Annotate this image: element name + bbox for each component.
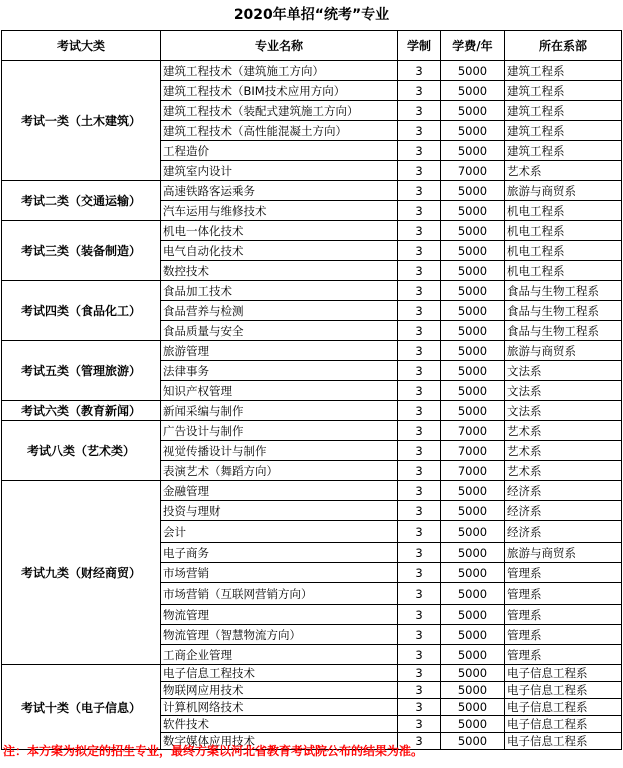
tuition-cell: 5000	[441, 241, 505, 261]
duration-cell: 3	[398, 481, 441, 501]
tuition-cell: 5000	[441, 81, 505, 101]
tuition-cell: 7000	[441, 461, 505, 481]
tuition-cell: 5000	[441, 261, 505, 281]
department-cell: 艺术系	[505, 161, 622, 181]
tuition-cell: 7000	[441, 161, 505, 181]
major-name-cell: 建筑工程技术（BIM技术应用方向）	[161, 81, 398, 101]
duration-cell: 3	[398, 221, 441, 241]
duration-cell: 3	[398, 605, 441, 625]
tuition-cell: 5000	[441, 733, 505, 750]
major-name-cell: 旅游管理	[161, 341, 398, 361]
header-duration: 学制	[398, 31, 441, 61]
tuition-cell: 5000	[441, 665, 505, 682]
duration-cell: 3	[398, 543, 441, 563]
department-cell: 电子信息工程系	[505, 733, 622, 750]
table-row	[2, 421, 622, 441]
footnote: 注：本方案为拟定的招生专业，最终方案以河北省教育考试院公布的结果为准。	[3, 744, 424, 758]
duration-cell: 3	[398, 625, 441, 645]
duration-cell: 3	[398, 261, 441, 281]
duration-cell: 3	[398, 733, 441, 750]
major-name-cell: 数字媒体应用技术	[161, 733, 398, 750]
major-name-cell: 工商企业管理	[161, 645, 398, 665]
duration-cell: 3	[398, 201, 441, 221]
duration-cell: 3	[398, 441, 441, 461]
department-cell: 管理系	[505, 645, 622, 665]
duration-cell: 3	[398, 381, 441, 401]
duration-cell: 3	[398, 361, 441, 381]
duration-cell: 3	[398, 699, 441, 716]
category-cell: 考试九类（财经商贸）	[2, 481, 161, 665]
duration-cell: 3	[398, 401, 441, 421]
major-name-cell: 建筑工程技术（装配式建筑施工方向）	[161, 101, 398, 121]
major-name-cell: 建筑室内设计	[161, 161, 398, 181]
duration-cell: 3	[398, 665, 441, 682]
tuition-cell: 5000	[441, 699, 505, 716]
department-cell: 管理系	[505, 563, 622, 583]
table-row	[2, 61, 622, 81]
tuition-cell: 5000	[441, 341, 505, 361]
tuition-cell: 5000	[441, 221, 505, 241]
tuition-cell: 5000	[441, 645, 505, 665]
table-row	[2, 181, 622, 201]
department-cell: 文法系	[505, 361, 622, 381]
department-cell: 艺术系	[505, 441, 622, 461]
department-cell: 管理系	[505, 583, 622, 605]
department-cell: 建筑工程系	[505, 141, 622, 161]
duration-cell: 3	[398, 421, 441, 441]
duration-cell: 3	[398, 61, 441, 81]
department-cell: 电子信息工程系	[505, 699, 622, 716]
department-cell: 建筑工程系	[505, 121, 622, 141]
category-cell: 考试六类（教育新闻）	[2, 401, 161, 421]
major-table	[1, 30, 622, 750]
tuition-cell: 5000	[441, 543, 505, 563]
major-name-cell: 食品营养与检测	[161, 301, 398, 321]
department-cell: 食品与生物工程系	[505, 281, 622, 301]
major-name-cell: 汽车运用与维修技术	[161, 201, 398, 221]
tuition-cell: 5000	[441, 321, 505, 341]
tuition-cell: 7000	[441, 421, 505, 441]
department-cell: 电子信息工程系	[505, 682, 622, 699]
tuition-cell: 5000	[441, 625, 505, 645]
tuition-cell: 5000	[441, 563, 505, 583]
header-tuition: 学费/年	[441, 31, 505, 61]
tuition-cell: 5000	[441, 181, 505, 201]
major-name-cell: 电气自动化技术	[161, 241, 398, 261]
tuition-cell: 5000	[441, 605, 505, 625]
tuition-cell: 5000	[441, 481, 505, 501]
tuition-cell: 5000	[441, 521, 505, 543]
major-name-cell: 建筑工程技术（高性能混凝土方向）	[161, 121, 398, 141]
duration-cell: 3	[398, 563, 441, 583]
tuition-cell: 5000	[441, 501, 505, 521]
major-name-cell: 知识产权管理	[161, 381, 398, 401]
department-cell: 管理系	[505, 605, 622, 625]
major-name-cell: 电子信息工程技术	[161, 665, 398, 682]
duration-cell: 3	[398, 321, 441, 341]
department-cell: 艺术系	[505, 421, 622, 441]
header-major: 专业名称	[161, 31, 398, 61]
tuition-cell: 5000	[441, 361, 505, 381]
department-cell: 机电工程系	[505, 241, 622, 261]
department-cell: 食品与生物工程系	[505, 301, 622, 321]
tuition-cell: 5000	[441, 201, 505, 221]
duration-cell: 3	[398, 281, 441, 301]
tuition-cell: 5000	[441, 61, 505, 81]
duration-cell: 3	[398, 241, 441, 261]
duration-cell: 3	[398, 101, 441, 121]
category-cell: 考试四类（食品化工）	[2, 281, 161, 341]
department-cell: 建筑工程系	[505, 81, 622, 101]
tuition-cell: 5000	[441, 682, 505, 699]
tuition-cell: 7000	[441, 441, 505, 461]
duration-cell: 3	[398, 682, 441, 699]
tuition-cell: 5000	[441, 121, 505, 141]
major-name-cell: 新闻采编与制作	[161, 401, 398, 421]
major-name-cell: 电子商务	[161, 543, 398, 563]
category-cell: 考试八类（艺术类）	[2, 421, 161, 481]
department-cell: 文法系	[505, 401, 622, 421]
department-cell: 经济系	[505, 481, 622, 501]
table-row	[2, 481, 622, 501]
table-header-row	[2, 31, 622, 61]
duration-cell: 3	[398, 501, 441, 521]
table-row	[2, 281, 622, 301]
table-row	[2, 401, 622, 421]
header-department: 所在系部	[505, 31, 622, 61]
category-cell: 考试三类（装备制造）	[2, 221, 161, 281]
duration-cell: 3	[398, 461, 441, 481]
department-cell: 电子信息工程系	[505, 716, 622, 733]
tuition-cell: 5000	[441, 401, 505, 421]
category-cell: 考试二类（交通运输）	[2, 181, 161, 221]
tuition-cell: 5000	[441, 583, 505, 605]
category-cell: 考试十类（电子信息）	[2, 665, 161, 750]
tuition-cell: 5000	[441, 381, 505, 401]
major-name-cell: 软件技术	[161, 716, 398, 733]
major-name-cell: 投资与理财	[161, 501, 398, 521]
major-name-cell: 市场营销（互联网营销方向）	[161, 583, 398, 605]
department-cell: 建筑工程系	[505, 101, 622, 121]
duration-cell: 3	[398, 121, 441, 141]
duration-cell: 3	[398, 341, 441, 361]
tuition-cell: 5000	[441, 101, 505, 121]
major-name-cell: 物流管理（智慧物流方向）	[161, 625, 398, 645]
department-cell: 食品与生物工程系	[505, 321, 622, 341]
department-cell: 管理系	[505, 625, 622, 645]
duration-cell: 3	[398, 141, 441, 161]
department-cell: 文法系	[505, 381, 622, 401]
major-name-cell: 法律事务	[161, 361, 398, 381]
duration-cell: 3	[398, 161, 441, 181]
duration-cell: 3	[398, 301, 441, 321]
department-cell: 机电工程系	[505, 221, 622, 241]
duration-cell: 3	[398, 181, 441, 201]
department-cell: 旅游与商贸系	[505, 181, 622, 201]
table-row	[2, 665, 622, 682]
department-cell: 旅游与商贸系	[505, 341, 622, 361]
table-body	[2, 61, 622, 750]
major-name-cell: 食品加工技术	[161, 281, 398, 301]
department-cell: 机电工程系	[505, 261, 622, 281]
major-name-cell: 计算机网络技术	[161, 699, 398, 716]
department-cell: 经济系	[505, 501, 622, 521]
major-name-cell: 机电一体化技术	[161, 221, 398, 241]
major-name-cell: 数控技术	[161, 261, 398, 281]
duration-cell: 3	[398, 81, 441, 101]
category-cell: 考试五类（管理旅游）	[2, 341, 161, 401]
page-title: 2020年单招“统考”专业	[233, 7, 390, 23]
major-name-cell: 表演艺术（舞蹈方向）	[161, 461, 398, 481]
header-category: 考试大类	[2, 31, 161, 61]
tuition-cell: 5000	[441, 281, 505, 301]
duration-cell: 3	[398, 521, 441, 543]
major-name-cell: 视觉传播设计与制作	[161, 441, 398, 461]
department-cell: 机电工程系	[505, 201, 622, 221]
duration-cell: 3	[398, 716, 441, 733]
major-name-cell: 市场营销	[161, 563, 398, 583]
table-row	[2, 341, 622, 361]
department-cell: 电子信息工程系	[505, 665, 622, 682]
major-name-cell: 会计	[161, 521, 398, 543]
duration-cell: 3	[398, 645, 441, 665]
major-name-cell: 物联网应用技术	[161, 682, 398, 699]
department-cell: 建筑工程系	[505, 61, 622, 81]
category-cell: 考试一类（土木建筑）	[2, 61, 161, 181]
major-name-cell: 广告设计与制作	[161, 421, 398, 441]
major-name-cell: 物流管理	[161, 605, 398, 625]
tuition-cell: 5000	[441, 141, 505, 161]
department-cell: 经济系	[505, 521, 622, 543]
department-cell: 旅游与商贸系	[505, 543, 622, 563]
table-row	[2, 221, 622, 241]
major-name-cell: 金融管理	[161, 481, 398, 501]
major-name-cell: 高速铁路客运乘务	[161, 181, 398, 201]
major-name-cell: 食品质量与安全	[161, 321, 398, 341]
tuition-cell: 5000	[441, 301, 505, 321]
tuition-cell: 5000	[441, 716, 505, 733]
major-name-cell: 工程造价	[161, 141, 398, 161]
major-name-cell: 建筑工程技术（建筑施工方向）	[161, 61, 398, 81]
department-cell: 艺术系	[505, 461, 622, 481]
duration-cell: 3	[398, 583, 441, 605]
